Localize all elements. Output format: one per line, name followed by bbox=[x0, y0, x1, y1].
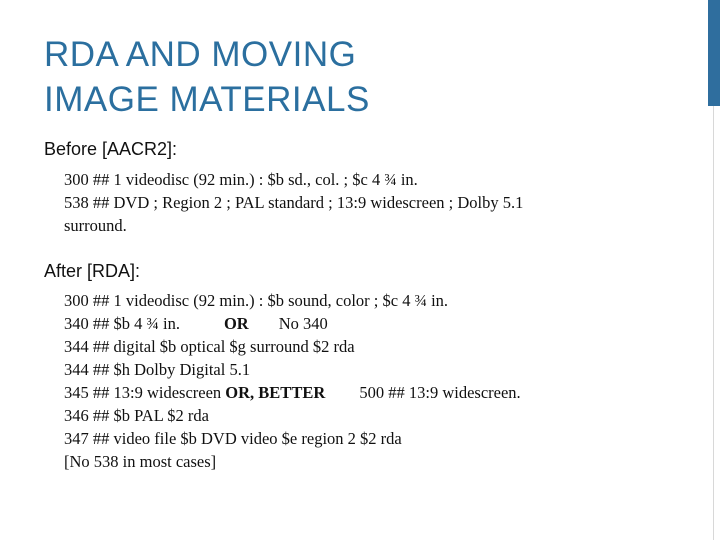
accent-side-bar bbox=[708, 0, 720, 106]
before-line-538-cont: surround. bbox=[64, 216, 127, 235]
slide-title-line-1: RDA AND MOVING bbox=[44, 35, 357, 74]
slide-title-line-2: IMAGE MATERIALS bbox=[44, 80, 370, 119]
before-line-538: 538 ## DVD ; Region 2 ; PAL standard ; 13:9 widescreen ; Dolby 5.1 bbox=[64, 193, 524, 212]
before-line-300: 300 ## 1 videodisc (92 min.) : $b sd., col. ; $c 4 ¾ in. bbox=[64, 170, 418, 189]
before-heading: Before [AACR2]: bbox=[44, 139, 178, 159]
after-line-345 bbox=[64, 381, 664, 404]
after-line-346: 346 ## $b PAL $2 rda bbox=[64, 406, 209, 425]
after-line-345-field: 345 ## 13:9 widescreen bbox=[64, 383, 222, 402]
before-lines bbox=[64, 168, 664, 237]
after-note: [No 538 in most cases] bbox=[64, 452, 217, 471]
after-line-347: 347 ## video file $b DVD video $e region 2 $2 rda bbox=[64, 429, 402, 448]
after-line-344-a: 344 ## digital $b optical $g surround $2 rda bbox=[64, 337, 355, 356]
or-label: OR bbox=[223, 314, 249, 333]
after-line-340 bbox=[64, 312, 664, 335]
after-line-300: 300 ## 1 videodisc (92 min.) : $b sound, color ; $c 4 ¾ in. bbox=[64, 291, 449, 310]
side-divider bbox=[713, 106, 714, 540]
after-lines bbox=[64, 289, 664, 473]
slide-title bbox=[44, 32, 684, 122]
after-line-500-field: 500 ## 13:9 widescreen. bbox=[359, 383, 521, 402]
no-340-label: No 340 bbox=[278, 314, 328, 333]
after-heading: After [RDA]: bbox=[44, 261, 141, 281]
after-line-340-field: 340 ## $b 4 ¾ in. bbox=[64, 314, 180, 333]
after-line-344-b: 344 ## $h Dolby Digital 5.1 bbox=[64, 360, 251, 379]
or-better-label: OR, BETTER bbox=[225, 383, 326, 402]
